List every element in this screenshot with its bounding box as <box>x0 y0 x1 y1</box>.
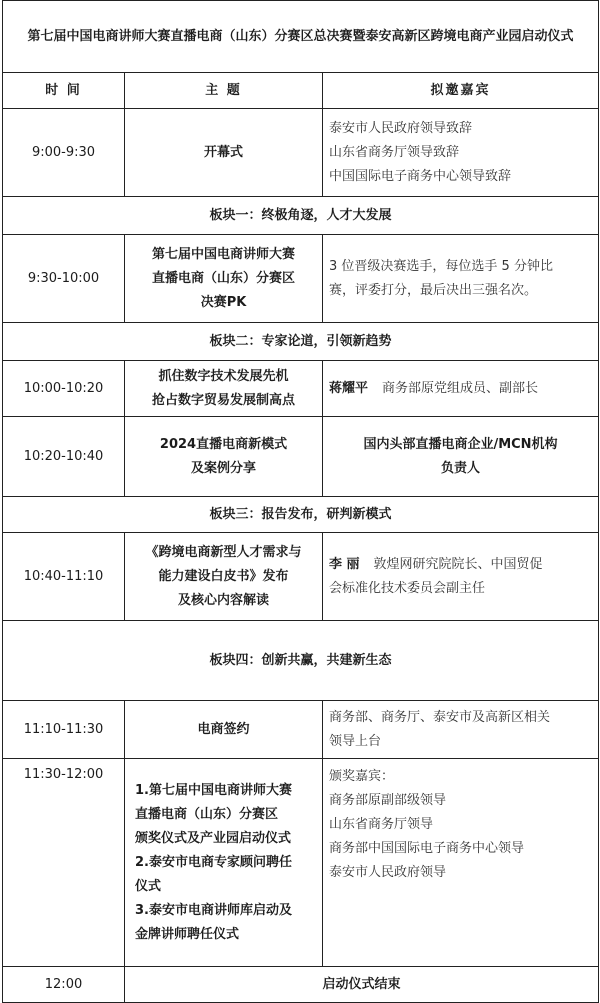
section-title: 板块三：报告发布，研判新模式 <box>3 497 599 533</box>
row-guests <box>323 109 599 197</box>
guest-line: 泰安市人民政府领导致辞 <box>329 120 473 136</box>
guest-line: 颁奖嘉宾： <box>329 769 395 784</box>
topic-line: 及核心内容解读 <box>177 592 269 608</box>
topic-line: 3.泰安市电商讲师库启动及 <box>135 902 292 918</box>
guest-line: 泰安市人民政府领导 <box>329 865 447 880</box>
guest-line: 商务部中国国际电子商务中心领导 <box>329 841 525 856</box>
row-guests <box>323 361 599 417</box>
header-guests: 拟邀嘉宾 <box>323 73 599 109</box>
title-row <box>3 1 599 73</box>
row-guests <box>323 533 599 621</box>
topic-line: 电商签约 <box>197 721 250 737</box>
table-row <box>3 417 599 497</box>
topic-line: 开幕式 <box>203 144 243 160</box>
section-row <box>3 323 599 361</box>
section-row <box>3 197 599 235</box>
header-time: 时 间 <box>3 73 125 109</box>
guest-line: 商务部、商务厅、泰安市及高新区相关 <box>329 709 551 725</box>
guest-line: 山东省商务厅领导 <box>329 817 434 832</box>
row-guests <box>323 759 599 967</box>
guest-line: 山东省商务厅领导致辞 <box>329 144 460 160</box>
row-time: 9:30-10:00 <box>3 235 125 323</box>
header-row <box>3 73 599 109</box>
guest-text: 敦煌网研究院院长、中国贸促 <box>373 556 543 572</box>
speaker-name: 李 丽 <box>329 556 360 572</box>
table-row <box>3 235 599 323</box>
row-time: 11:10-11:30 <box>3 701 125 759</box>
topic-line: 2024直播电商新模式 <box>159 436 288 452</box>
row-guests <box>323 235 599 323</box>
row-time: 11:30-12:00 <box>3 759 125 967</box>
topic-line: 颁奖仪式及产业园启动仪式 <box>135 830 292 846</box>
row-guests <box>323 417 599 497</box>
section-row <box>3 621 599 701</box>
topic-line: 金牌讲师聘任仪式 <box>135 926 240 942</box>
section-title: 板块四：创新共赢，共建新生态 <box>3 621 599 701</box>
section-title: 板块一：终极角逐，人才大发展 <box>3 197 599 235</box>
guest-line: 商务部原党组成员、副部长 <box>382 380 539 396</box>
guest-line: 国内头部直播电商企业/MCN机构 <box>363 436 558 452</box>
table-row <box>3 701 599 759</box>
table-row <box>3 361 599 417</box>
speaker-name: 蒋耀平 <box>329 380 369 396</box>
header-topic: 主 题 <box>125 73 323 109</box>
topic-line: 能力建设白皮书》发布 <box>158 568 289 584</box>
closing-text: 启动仪式结束 <box>125 967 599 1003</box>
topic-line: 2.泰安市电商专家顾问聘任 <box>135 854 292 870</box>
topic-line: 及案例分享 <box>190 460 256 476</box>
topic-line: 抓住数字技术发展先机 <box>158 368 289 384</box>
topic-line: 仪式 <box>135 878 162 894</box>
row-topic <box>125 235 323 323</box>
row-topic <box>125 417 323 497</box>
row-guests <box>323 701 599 759</box>
row-topic <box>125 759 323 967</box>
guest-line <box>329 553 592 577</box>
row-topic <box>125 109 323 197</box>
guest-line: 中国国际电子商务中心领导致辞 <box>329 168 512 184</box>
table-row <box>3 759 599 967</box>
row-time: 10:40-11:10 <box>3 533 125 621</box>
row-topic <box>125 361 323 417</box>
guest-line: 3 位晋级决赛选手，每位选手 5 分钟比 <box>329 258 553 274</box>
row-time: 12:00 <box>3 967 125 1003</box>
table-row <box>3 533 599 621</box>
guest-line: 赛，评委打分，最后决出三强名次。 <box>329 282 538 298</box>
row-time: 10:20-10:40 <box>3 417 125 497</box>
section-title: 板块二：专家论道，引领新趋势 <box>3 323 599 361</box>
topic-line: 直播电商（山东）分赛区 <box>151 270 295 286</box>
row-time: 10:00-10:20 <box>3 361 125 417</box>
row-time: 9:00-9:30 <box>3 109 125 197</box>
table-row <box>3 967 599 1003</box>
topic-line: 1.第七届中国电商讲师大赛 <box>135 782 292 798</box>
guest-line: 领导上台 <box>329 733 382 749</box>
topic-line: 决赛PK <box>200 294 247 310</box>
topic-line: 第七届中国电商讲师大赛 <box>151 246 295 262</box>
guest-line: 商务部原副部级领导 <box>329 793 447 808</box>
row-topic <box>125 701 323 759</box>
agenda-table <box>2 0 599 1003</box>
row-topic <box>125 533 323 621</box>
topic-line: 直播电商（山东）分赛区 <box>135 806 279 822</box>
table-row <box>3 109 599 197</box>
guest-line: 会标准化技术委员会副主任 <box>329 580 486 596</box>
document-title: 第七届中国电商讲师大赛直播电商（山东）分赛区总决赛暨泰安高新区跨境电商产业园启动仪式 <box>3 1 599 73</box>
section-row <box>3 497 599 533</box>
guest-line: 负责人 <box>441 460 481 476</box>
topic-line: 《跨境电商新型人才需求与 <box>145 544 302 560</box>
topic-line: 抢占数字贸易发展制高点 <box>151 392 295 408</box>
